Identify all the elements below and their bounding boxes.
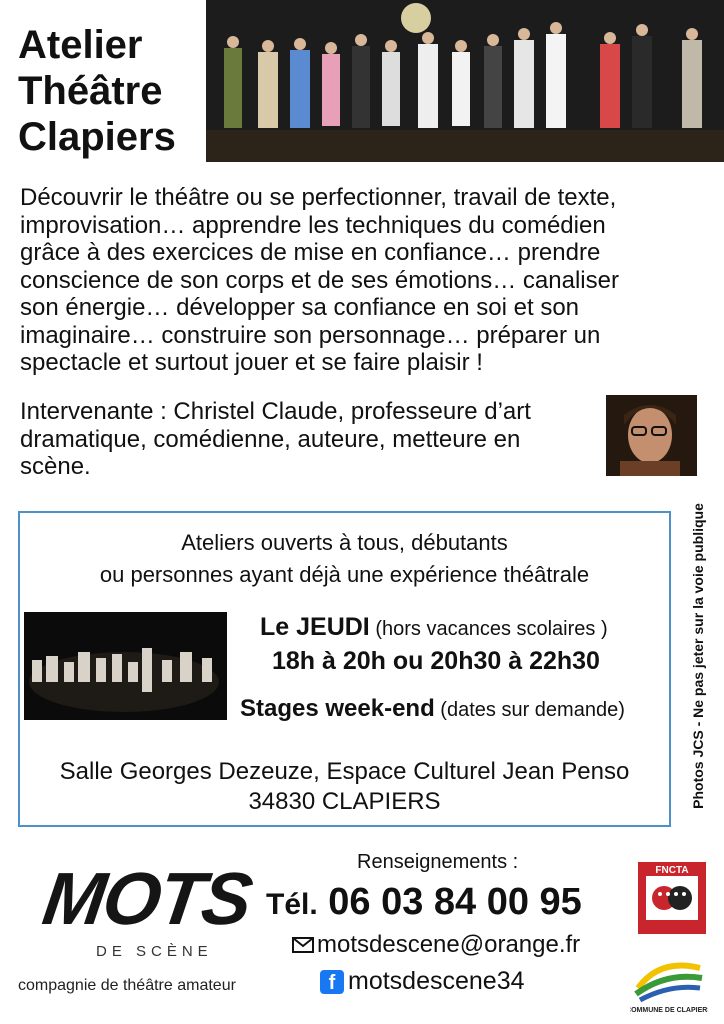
fncta-text: FNCTA: [655, 865, 689, 876]
envelope-icon: [292, 931, 314, 961]
stages-label: Stages week-end: [240, 695, 435, 722]
title-line-1: Atelier: [18, 23, 143, 67]
audience-line-1: Ateliers ouverts à tous, débutants: [181, 530, 508, 555]
intro-line: imaginaire… construire son personnage… préparer un: [20, 321, 601, 349]
phone-number[interactable]: 06 03 84 00 95: [317, 881, 582, 923]
company-tagline: compagnie de théâtre amateur: [18, 977, 236, 994]
facebook-handle[interactable]: motsdescene34: [348, 967, 525, 995]
audience-line-2: ou personnes ayant déjà une expérience théâtrale: [99, 562, 590, 587]
commune-text: COMMUNE DE CLAPIERS: [630, 1007, 708, 1014]
venue-line-2: 34830 CLAPIERS: [248, 788, 441, 815]
stage-photo: [206, 0, 724, 162]
schedule-day-label: Le JEUDI: [260, 613, 370, 641]
schedule-hours: 18h à 20h ou 20h30 à 22h30: [272, 647, 600, 675]
portrait-photo: [606, 395, 697, 476]
title-line-2: Théâtre: [18, 69, 163, 113]
email-line: [292, 930, 580, 961]
venue-line-1: Salle Georges Dezeuze, Espace Culturel Jean Penso: [59, 758, 630, 785]
schedule-day-note: (hors vacances scolaires ): [369, 618, 608, 640]
intro-line: son énergie… développer sa confiance en soi et son: [20, 294, 580, 321]
intro-line: spectacle et surtout jouer et se faire plaisir !: [20, 349, 483, 376]
group-photo: [24, 612, 227, 720]
intro-line: improvisation… apprendre les techniques du comédien: [20, 211, 606, 239]
intro-line: Découvrir le théâtre ou se perfectionner, travail de texte,: [20, 184, 617, 211]
intervenante-line: dramatique, comédienne, auteure, metteure en: [20, 425, 521, 453]
email-address[interactable]: motsdescene@orange.fr: [317, 931, 581, 958]
facebook-icon: f: [320, 970, 344, 994]
schedule-day: [260, 612, 608, 644]
side-credits: [684, 497, 712, 827]
intervenante-paragraph: [20, 398, 598, 481]
intro-line: conscience de son corps et de ses émotions… canaliser: [20, 266, 619, 294]
contact-heading: Renseignements :: [357, 851, 519, 873]
fncta-logo: [638, 862, 706, 934]
side-credits-text: Photos JCS - Ne pas jeter sur la voie publique: [690, 503, 706, 809]
stages-line: [240, 694, 625, 725]
phone-label: Tél.: [266, 888, 318, 921]
intro-line: grâce à des exercices de mise en confiance… prendre: [20, 239, 601, 266]
mots-logo: MOTS: [38, 857, 256, 940]
intervenante-line: Intervenante : Christel Claude, professeure d’art: [20, 398, 531, 425]
facebook-line: [320, 966, 525, 996]
phone-line: [266, 880, 582, 927]
page-title: [18, 22, 176, 160]
stages-note: (dates sur demande): [434, 699, 625, 721]
commune-logo: [630, 948, 708, 1016]
intro-paragraph: [20, 184, 696, 377]
mots-logo-subtitle: DE SCÈNE: [96, 943, 213, 960]
title-line-3: Clapiers: [18, 115, 176, 159]
intervenante-line: scène.: [20, 453, 91, 480]
